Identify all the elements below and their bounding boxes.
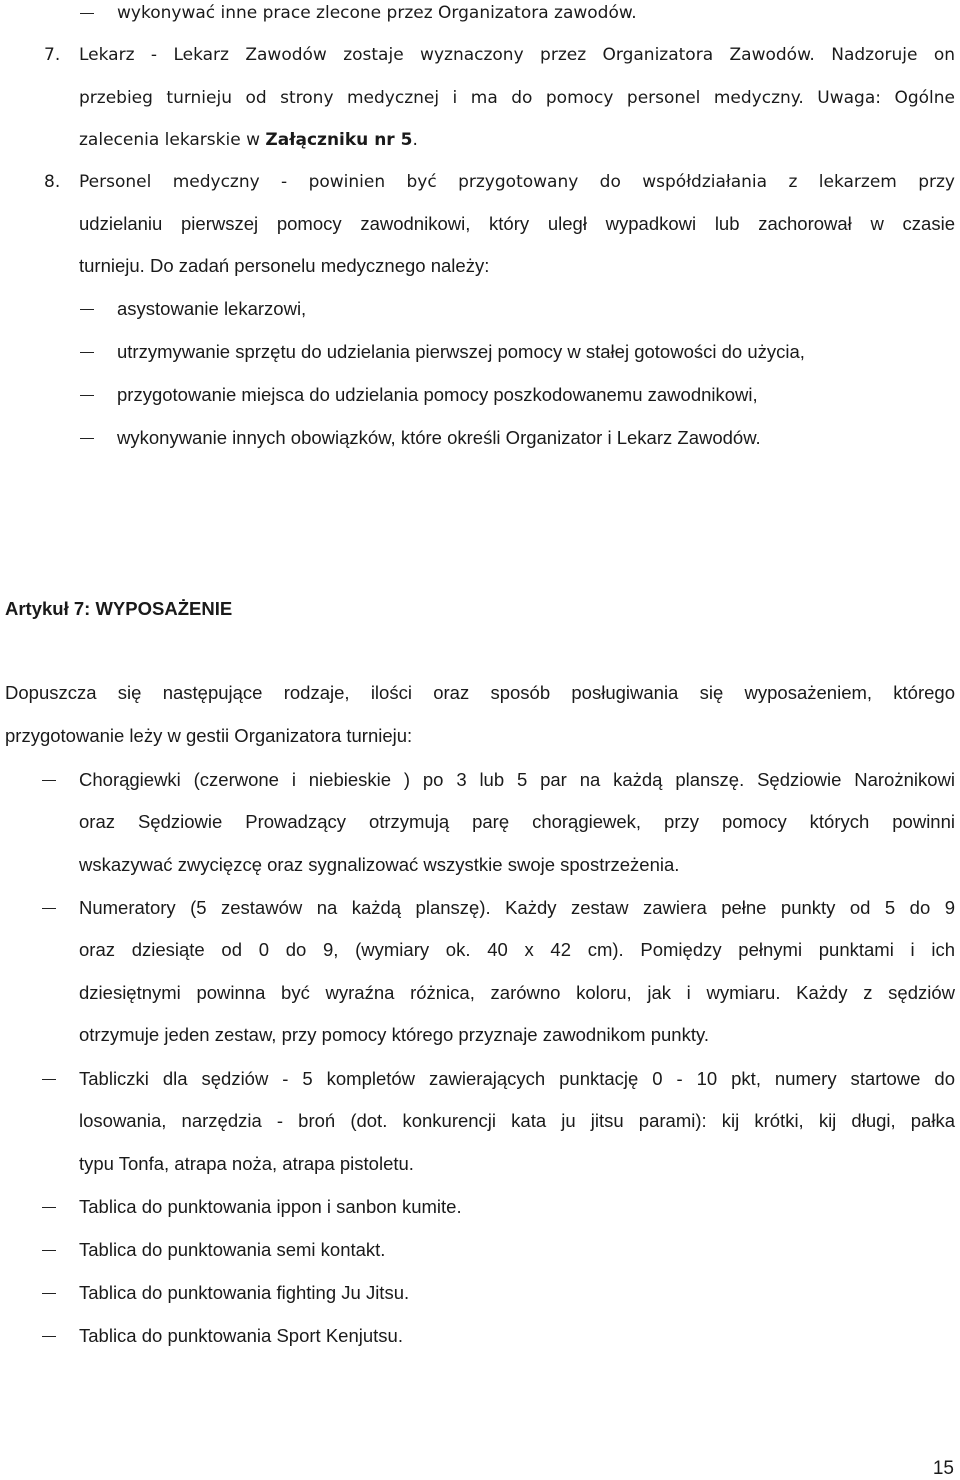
dash-bullet	[42, 908, 56, 909]
dash-bullet	[42, 1336, 56, 1337]
item-7-line-1: Lekarz - Lekarz Zawodów zostaje wyznaczony przez Organizatora Zawodów. Nadzoruje on	[79, 45, 955, 65]
article-7-heading: Artykuł 7: WYPOSAŻENIE	[5, 598, 233, 619]
item-8-line-1: Personel medyczny - powinien być przygotowany do współdziałania z lekarzem przy	[79, 172, 955, 192]
medical-duty-3: przygotowanie miejsca do udzielania pomocy poszkodowanemu zawodnikowi,	[117, 384, 758, 405]
dash-bullet	[80, 309, 94, 310]
dash-bullet	[42, 780, 56, 781]
medical-duty-1: asystowanie lekarzowi,	[117, 298, 307, 319]
flags-line-2: oraz Sędziowie Prowadzący otrzymują parę chorągiewek, przy pomocy których powinni	[79, 811, 955, 832]
dash-bullet	[42, 1207, 56, 1208]
dash-bullet	[80, 352, 94, 353]
item-7-line-2: przebieg turnieju od strony medycznej i ma do pomocy personel medyczny. Uwaga: Ogólne	[79, 88, 955, 108]
dash-bullet	[80, 438, 94, 439]
dash-bullet	[42, 1250, 56, 1251]
article-7-intro-1: Dopuszcza się następujące rodzaje, ilości oraz sposób posługiwania się wyposażeniem, którego	[5, 682, 955, 703]
item-8-number: 8.	[44, 172, 61, 192]
numerators-line-1: Numeratory (5 zestawów na każdą planszę). Każdy zestaw zawiera pełne punkty od 5 do 9	[79, 897, 955, 918]
page-number: 15	[932, 1458, 954, 1479]
judge-cards-line-1: Tabliczki dla sędziów - 5 kompletów zawierających punktację 0 - 10 pkt, numery startowe do	[79, 1068, 955, 1089]
item-8-line-2: udzielaniu pierwszej pomocy zawodnikowi, który uległ wypadkowi lub zachorował w czasie	[79, 213, 955, 234]
item-8-line-3	[79, 254, 489, 278]
scoreboard-semi-contact: Tablica do punktowania semi kontakt.	[79, 1239, 386, 1260]
numerators-line-3: dziesiętnymi powinna być wyraźna różnica, zarówno koloru, jak i wymiaru. Każdy z sędziów	[79, 982, 955, 1003]
dash-bullet	[80, 395, 94, 396]
dash-bullet	[42, 1079, 56, 1080]
judge-cards-line-2: losowania, narzędzia - broń (dot. konkurencji kata ju jitsu parami): kij krótki, kij długi, pałka	[79, 1110, 955, 1131]
top-bullet-text: wykonywać inne prace zlecone przez Organizatora zawodów.	[117, 3, 637, 23]
judge-cards-line-3: typu Tonfa, atrapa noża, atrapa pistoletu.	[79, 1153, 414, 1174]
article-7-intro-2: przygotowanie leży w gestii Organizatora turnieju:	[5, 725, 413, 746]
scoreboard-fighting: Tablica do punktowania fighting Ju Jitsu.	[79, 1282, 410, 1303]
numerators-line-2: oraz dziesiąte od 0 do 9, (wymiary ok. 40 x 42 cm). Pomiędzy pełnymi punktami i ich	[79, 939, 955, 960]
scoreboard-kenjutsu: Tablica do punktowania Sport Kenjutsu.	[79, 1325, 403, 1346]
item-8-line-3b: Do zadań personelu medycznego należy:	[149, 255, 490, 276]
numerators-line-4: otrzymuje jeden zestaw, przy pomocy którego przyznaje zawodnikom punkty.	[79, 1024, 709, 1045]
medical-duty-4: wykonywanie innych obowiązków, które określi Organizator i Lekarz Zawodów.	[117, 427, 761, 448]
item-7-number: 7.	[44, 45, 61, 65]
medical-duty-2: utrzymywanie sprzętu do udzielania pierwszej pomocy w stałej gotowości do użycia,	[117, 341, 805, 362]
scoreboard-ippon: Tablica do punktowania ippon i sanbon kumite.	[79, 1196, 462, 1217]
item-7-line-3	[79, 128, 418, 152]
flags-line-3: wskazywać zwycięzcę oraz sygnalizować wszystkie swoje spostrzeżenia.	[79, 854, 680, 875]
flags-line-1: Chorągiewki (czerwone i niebieskie ) po 3 lub 5 par na każdą planszę. Sędziowie Narożnikowi	[79, 769, 955, 790]
item-8-line-3a: turnieju.	[79, 255, 145, 276]
item-7-line-3-text: zalecenia lekarskie w	[79, 130, 266, 150]
item-7-line-3-end: .	[412, 130, 418, 150]
attachment-reference: Załączniku nr 5	[265, 130, 413, 150]
dash-bullet	[80, 13, 94, 14]
dash-bullet	[42, 1293, 56, 1294]
